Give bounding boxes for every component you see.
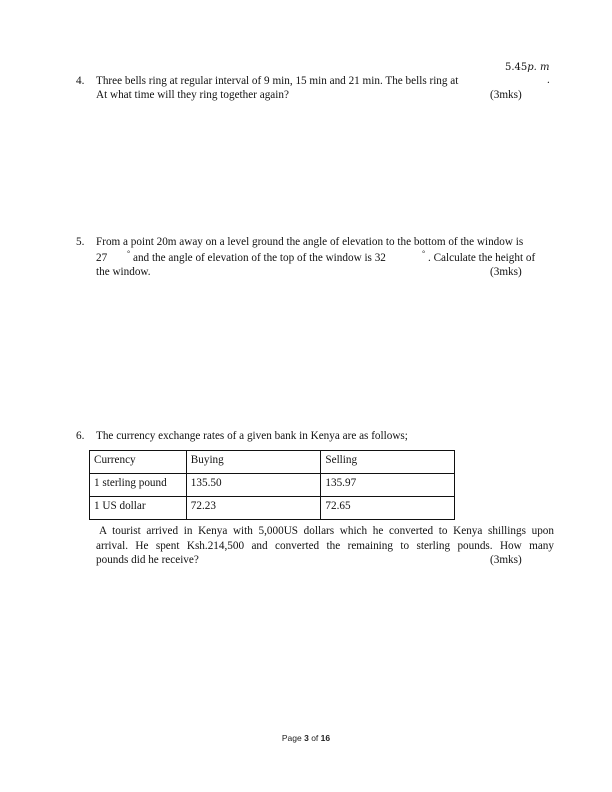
current-page-number: 3 [304, 733, 309, 743]
table-header-row [90, 451, 455, 474]
table-row [90, 474, 455, 497]
table-cell: 1 US dollar [90, 497, 187, 520]
table-cell: 135.50 [186, 474, 321, 497]
exchange-rates-table [89, 450, 455, 520]
question-number: 6. [76, 430, 85, 442]
table-cell: 72.65 [321, 497, 455, 520]
question-number: 5. [76, 236, 85, 248]
marks-label: (3mks) [490, 89, 522, 101]
angle-value: 27 [96, 252, 108, 264]
question-text-line: and the angle of elevation of the top of the window is 32 [133, 252, 386, 264]
question-text-line: pounds did he receive? [96, 554, 199, 566]
question-text-line: arrival. He spent Ksh.214,500 and converted the remaining to sterling pounds. How many [96, 540, 554, 552]
page-footer [0, 733, 612, 743]
marks-label: (3mks) [490, 266, 522, 278]
degree-symbol: ° [422, 249, 426, 258]
page-label: Page [281, 733, 302, 743]
of-label: of [311, 733, 319, 743]
question-text-line: A tourist arrived in Kenya with 5,000US dollars which he converted to Kenya shillings upon [99, 525, 554, 537]
table-header-cell: Buying [186, 451, 321, 474]
total-pages-number: 16 [320, 733, 331, 743]
question-text-line: From a point 20m away on a level ground the angle of elevation to the bottom of the window is [96, 236, 524, 248]
marks-label: (3mks) [490, 554, 522, 566]
table-cell: 72.23 [186, 497, 321, 520]
table-header-cell: Selling [321, 451, 455, 474]
question-text-line: . Calculate the height of [428, 252, 536, 264]
question-text-line: The currency exchange rates of a given bank in Kenya are as follows; [96, 430, 408, 442]
given-time-value: 5.45p. m [505, 62, 550, 73]
question-text-line: Three bells ring at regular interval of 9 min, 15 min and 21 min. The bells ring at [96, 75, 459, 87]
question-text-line: the window. [96, 266, 151, 278]
question-text-line: At what time will they ring together again? [96, 89, 289, 101]
table-cell: 135.97 [321, 474, 455, 497]
table-cell: 1 sterling pound [90, 474, 187, 497]
degree-symbol: ° [127, 249, 131, 258]
table-row [90, 497, 455, 520]
question-number: 4. [76, 75, 85, 87]
table-header-cell: Currency [90, 451, 187, 474]
trailing-period: . [547, 74, 550, 86]
